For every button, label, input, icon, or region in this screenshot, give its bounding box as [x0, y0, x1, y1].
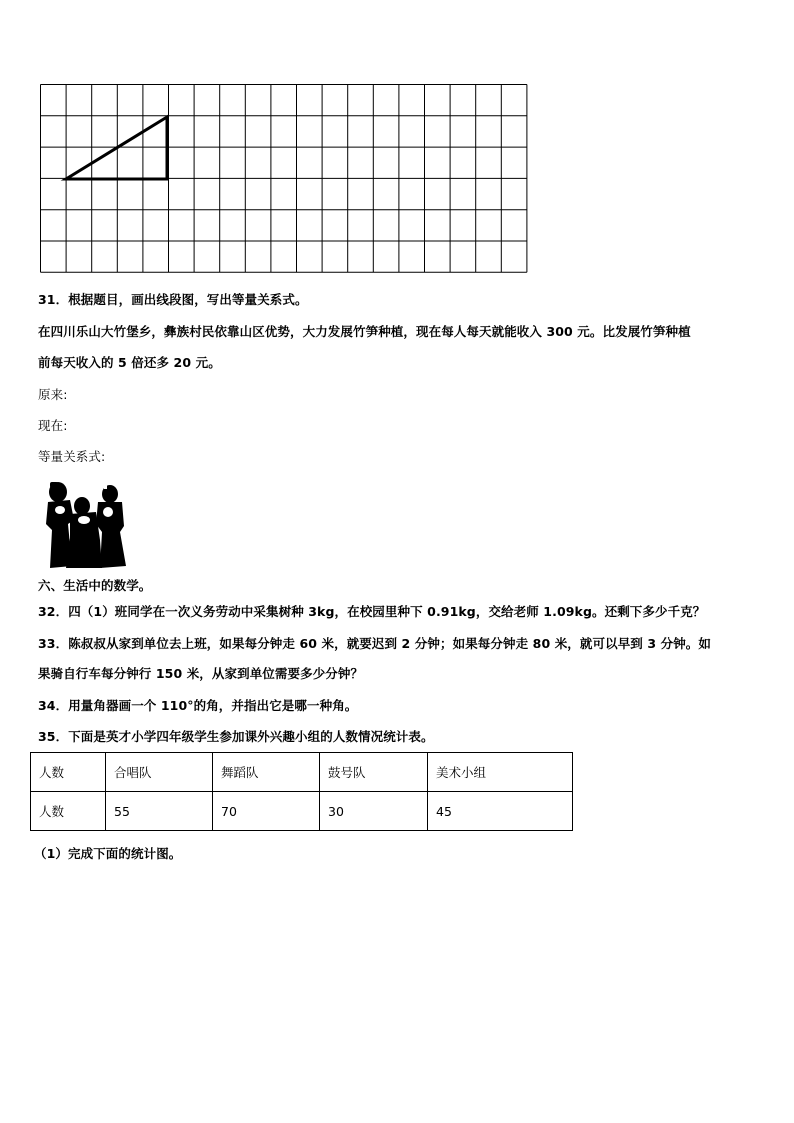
- table-header-row: [31, 753, 573, 792]
- grid-with-triangle: [40, 84, 530, 278]
- q35-sub1: （1）完成下面的统计图。: [34, 846, 182, 861]
- q31-title: 31．根据题目，画出线段图，写出等量关系式。: [38, 292, 308, 307]
- q31-text-line1: 在四川乐山大竹堡乡，彝族村民依靠山区优势，大力发展竹笋种植，现在每人每天就能收入 300 元。比发展竹笋种植: [38, 324, 691, 339]
- section6-title: 六、生活中的数学。: [38, 578, 152, 593]
- q31-before-label: 原来:: [38, 387, 68, 402]
- table-row: [31, 792, 573, 831]
- q32-text: 32．四（1）班同学在一次义务劳动中采集树种 3kg，在校园里种下 0.91kg，交给老师 1.09kg。还剩下多少千克？: [38, 604, 706, 619]
- people-silhouette-illustration: [44, 480, 128, 570]
- q31-text-line2: 前每天收入的 5 倍还多 20 元。: [38, 355, 221, 370]
- interest-group-table: [30, 752, 573, 831]
- q33-text-line1: 33．陈叔叔从家到单位去上班，如果每分钟走 60 米，就要迟到 2 分钟；如果每分钟走 80 米，就可以早到 3 分钟。如: [38, 636, 711, 651]
- table-cell: 舞蹈队: [213, 753, 320, 792]
- triangle: [66, 117, 167, 179]
- q34-text: 34．用量角器画一个 110°的角，并指出它是哪一种角。: [38, 698, 358, 713]
- table-cell: 70: [213, 792, 320, 831]
- q33-text-line2: 果骑自行车每分钟行 150 米，从家到单位需要多少分钟？: [38, 666, 364, 681]
- table-cell: 55: [106, 792, 213, 831]
- table-cell: 鼓号队: [320, 753, 428, 792]
- table-cell: 45: [428, 792, 573, 831]
- table-cell: 人数: [31, 792, 106, 831]
- q31-now-label: 现在:: [38, 418, 68, 433]
- q31-relation-label: 等量关系式:: [38, 449, 106, 464]
- table-cell: 30: [320, 792, 428, 831]
- table-cell: 人数: [31, 753, 106, 792]
- q35-title: 35．下面是英才小学四年级学生参加课外兴趣小组的人数情况统计表。: [38, 729, 434, 744]
- table-cell: 美术小组: [428, 753, 573, 792]
- table-cell: 合唱队: [106, 753, 213, 792]
